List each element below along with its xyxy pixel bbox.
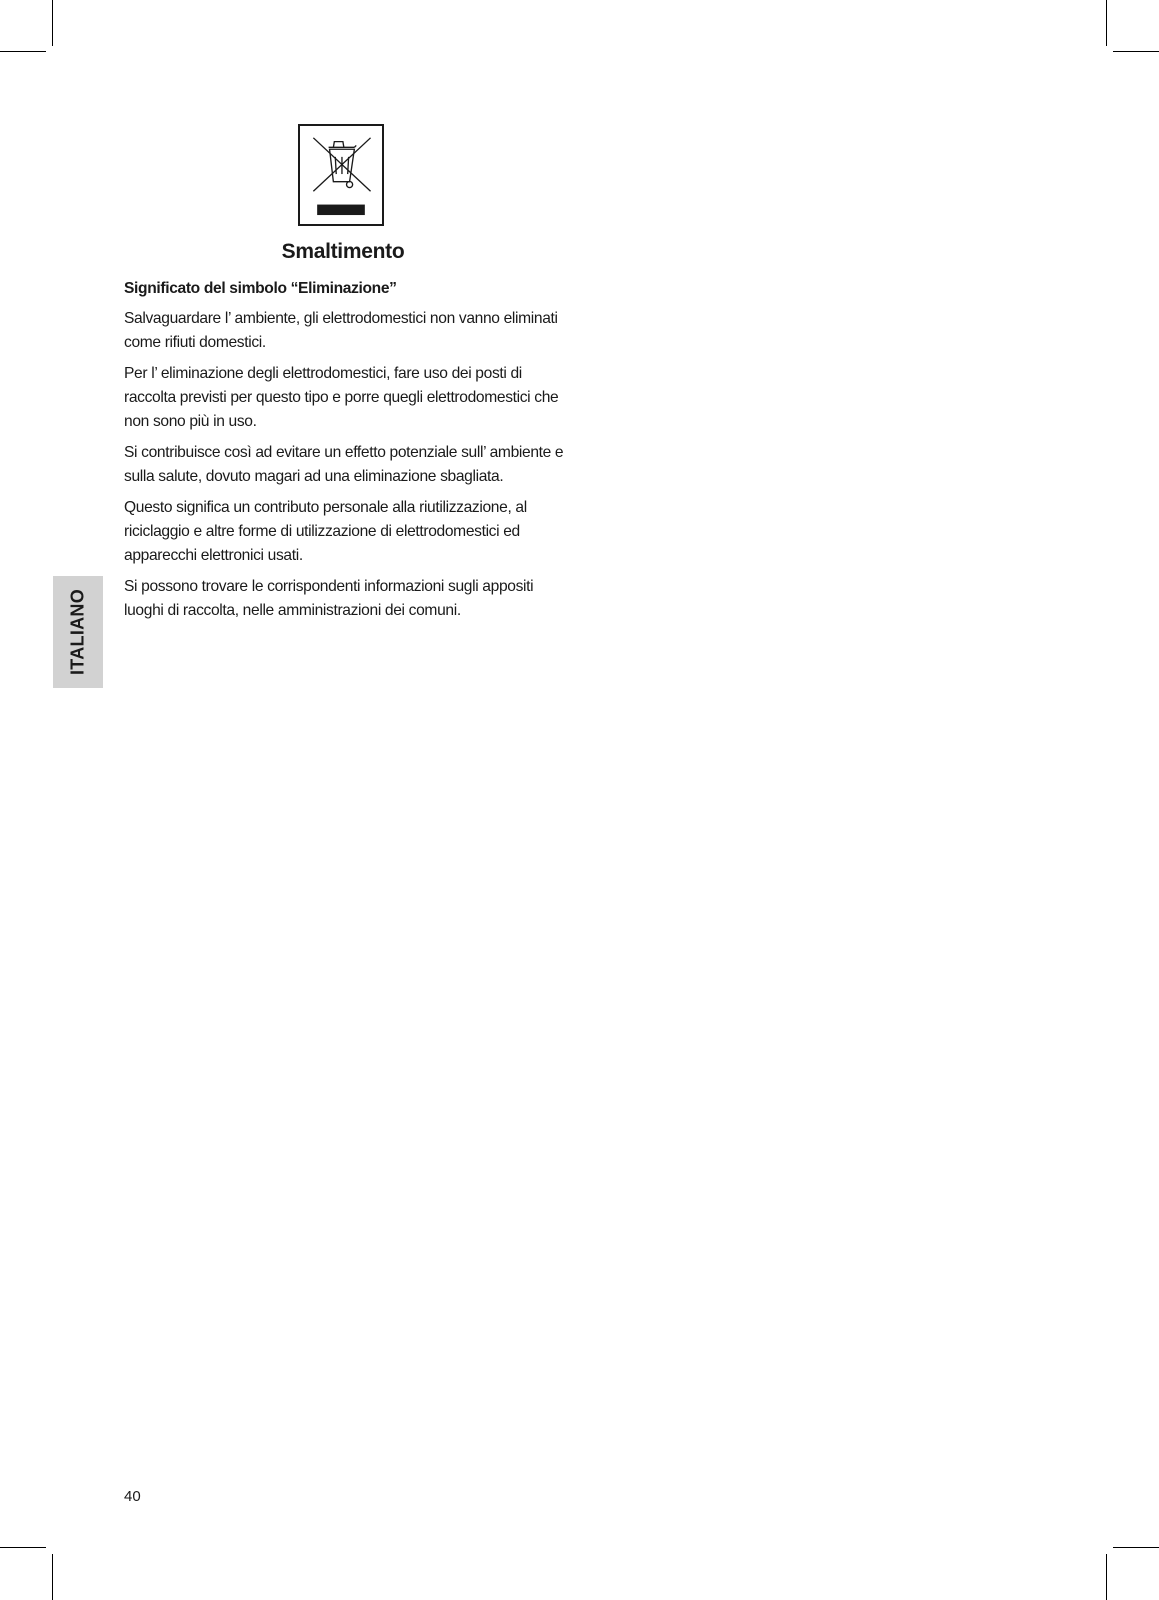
- crop-mark: [0, 51, 46, 52]
- section-title: Smaltimento: [281, 240, 405, 263]
- crop-mark: [1106, 1554, 1107, 1600]
- language-side-tab: [53, 576, 103, 688]
- crop-mark: [52, 1554, 53, 1600]
- crop-mark: [52, 0, 53, 46]
- crop-mark: [1113, 51, 1159, 52]
- paragraph: Salvaguardare l’ ambiente, gli elettrodomestici non vanno eliminati come rifiuti domestici.: [124, 310, 558, 351]
- language-label: ITALIANO: [67, 588, 88, 676]
- weee-symbol-box: [298, 124, 384, 226]
- crop-mark: [0, 1547, 46, 1548]
- page-number: 40: [124, 1488, 141, 1505]
- paragraph: Si possono trovare le corrispondenti informazioni sugli appositi luoghi di raccolta, nelle amministrazioni dei comuni.: [124, 578, 534, 619]
- paragraph: Si contribuisce così ad evitare un effetto potenziale sull’ ambiente e sulla salute, dovuto magari ad una eliminazione sbagliata.: [124, 444, 564, 485]
- section-body: [124, 277, 564, 630]
- section-subtitle: Significato del simbolo “Eliminazione”: [124, 280, 397, 297]
- crop-mark: [1106, 0, 1107, 46]
- crop-mark: [1113, 1547, 1159, 1548]
- crossed-out-wheelie-bin-icon: [300, 126, 382, 224]
- paragraph: Per l’ eliminazione degli elettrodomestici, fare uso dei posti di raccolta previsti per questo tipo e porre quegli elettrodomestici che non sono più in uso.: [124, 365, 559, 430]
- paragraph: Questo significa un contributo personale alla riutilizzazione, al riciclaggio e altre forme di utilizzazione di elettrodomestici ed apparecchi elettronici usati.: [124, 499, 527, 564]
